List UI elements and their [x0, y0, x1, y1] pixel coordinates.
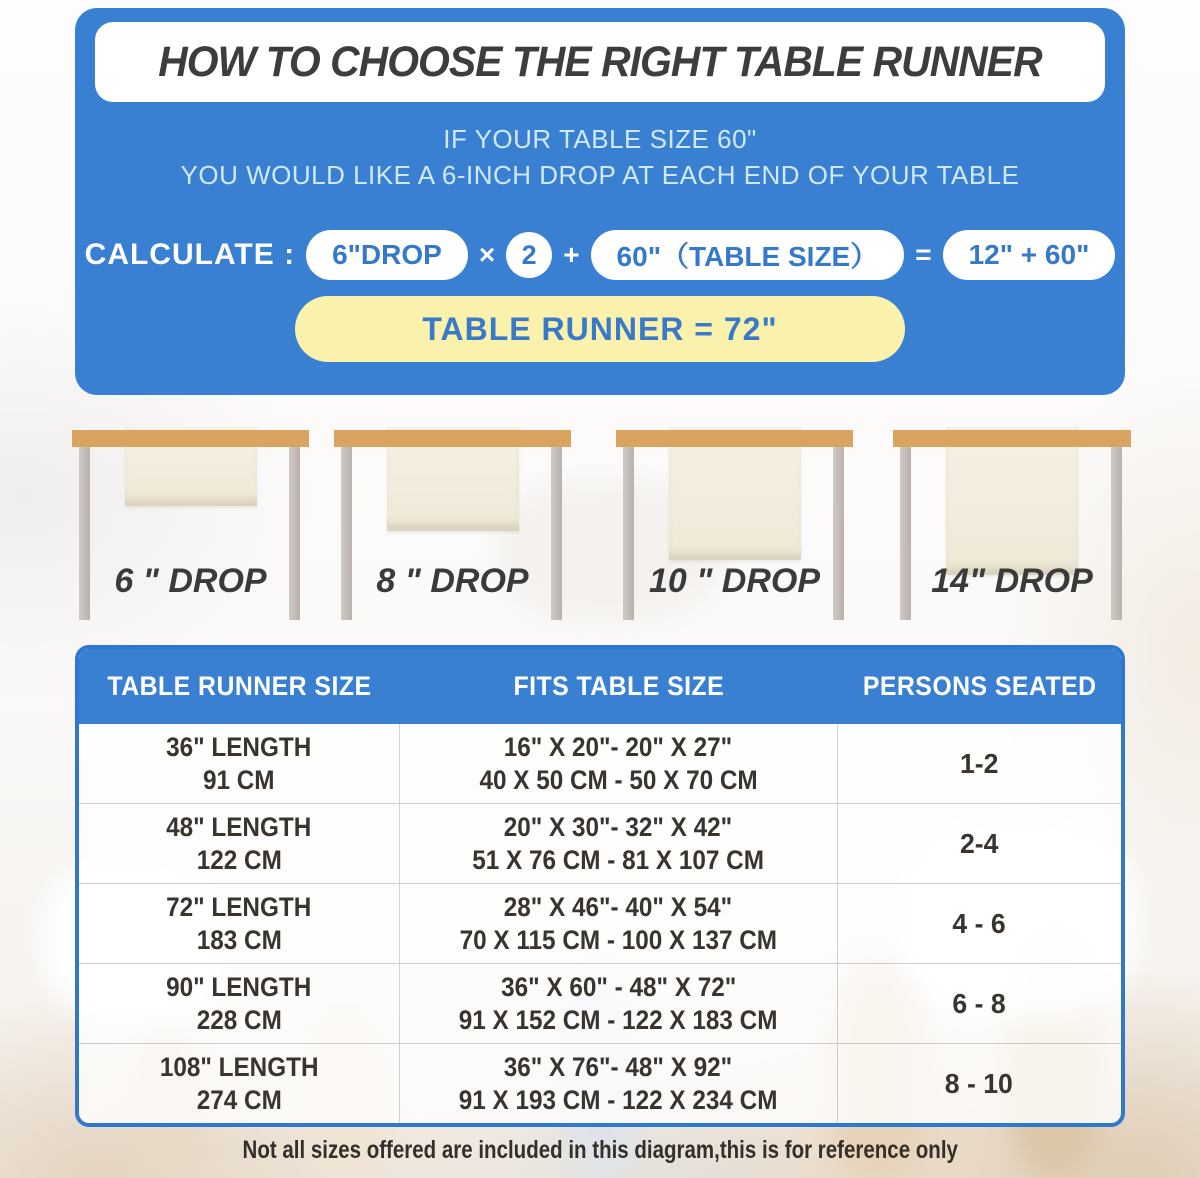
- subtitle-line-2: YOU WOULD LIKE A 6-INCH DROP AT EACH END OF YOUR TABLE: [180, 160, 1020, 190]
- runner-cloth: [946, 427, 1078, 575]
- tabletop: [334, 430, 571, 447]
- runner-size-cell: 72" LENGTH 183 CM: [79, 884, 400, 963]
- table-size-pill: 60"（TABLE SIZE）: [591, 230, 905, 280]
- column-header-fits-table-size: FITS TABLE SIZE: [513, 671, 725, 701]
- plus-sign: +: [563, 239, 580, 270]
- runner-size-cell: 48" LENGTH 122 CM: [79, 804, 400, 883]
- fits-size-cell: 16" X 20"- 20" X 27" 40 X 50 CM - 50 X 70 CM: [400, 724, 838, 803]
- fits-size-cell: 28" X 46"- 40" X 54" 70 X 115 CM - 100 X 137 CM: [400, 884, 838, 963]
- fits-size-cell: 20" X 30"- 32" X 42" 51 X 76 CM - 81 X 107 CM: [400, 804, 838, 883]
- persons-cell: 2-4: [960, 827, 999, 859]
- column-header-persons-seated: PERSONS SEATED: [862, 671, 1097, 701]
- runner-size-cell: 90" LENGTH 228 CM: [79, 964, 400, 1043]
- multiplier-circle: 2: [506, 232, 552, 278]
- table-row: [79, 1043, 1121, 1123]
- runner-size-cell: 36" LENGTH 91 CM: [79, 724, 400, 803]
- sum-pill: 12" + 60": [943, 230, 1116, 280]
- size-chart-header-row: [79, 649, 1121, 724]
- equals-sign: =: [915, 239, 932, 270]
- table-row: [79, 803, 1121, 883]
- fits-size-cell: 36" X 76"- 48" X 92" 91 X 193 CM - 122 X 234 CM: [400, 1044, 838, 1123]
- multiply-sign: ×: [478, 239, 496, 270]
- hero-panel: [75, 8, 1125, 395]
- persons-cell: 6 - 8: [952, 987, 1006, 1019]
- calculation-row: [75, 230, 1125, 280]
- reference-note: Not all sizes offered are included in this diagram,this is for reference only: [242, 1136, 958, 1164]
- calculate-label: CALCULATE :: [84, 238, 296, 271]
- drop-label-10: 10 " DROP: [648, 562, 821, 600]
- drop-value-pill: 6"DROP: [306, 230, 468, 280]
- drop-label-14: 14" DROP: [931, 562, 1093, 600]
- page-title: HOW TO CHOOSE THE RIGHT TABLE RUNNER: [158, 37, 1042, 86]
- drop-label-6: 6 " DROP: [114, 562, 267, 600]
- tabletop: [893, 430, 1131, 447]
- title-banner: [95, 22, 1105, 102]
- size-chart-table: [75, 645, 1125, 1127]
- persons-cell: 8 - 10: [945, 1067, 1014, 1099]
- table-row: [79, 883, 1121, 963]
- fits-size-cell: 36" X 60" - 48" X 72" 91 X 152 CM - 122 X 183 CM: [400, 964, 838, 1043]
- column-header-runner-size: TABLE RUNNER SIZE: [107, 671, 372, 701]
- persons-cell: 4 - 6: [952, 907, 1006, 939]
- subtitle-line-1: IF YOUR TABLE SIZE 60": [443, 124, 757, 154]
- table-row: [79, 963, 1121, 1043]
- runner-result-pill: TABLE RUNNER = 72": [295, 296, 905, 362]
- tabletop: [616, 430, 853, 447]
- runner-size-cell: 108" LENGTH 274 CM: [79, 1044, 400, 1123]
- persons-cell: 1-2: [960, 747, 999, 779]
- drop-label-8: 8 " DROP: [376, 562, 529, 600]
- size-chart-body: [79, 724, 1121, 1123]
- tabletop: [72, 430, 309, 447]
- table-row: [79, 724, 1121, 803]
